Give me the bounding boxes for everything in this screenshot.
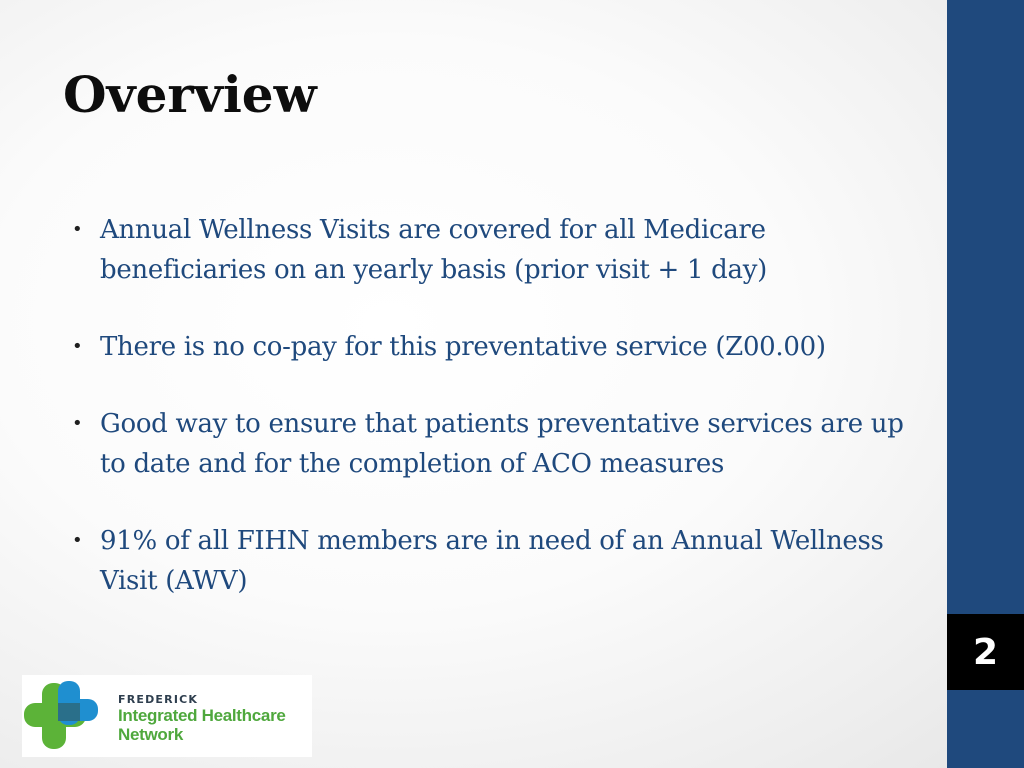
bullet-text: Good way to ensure that patients preventative services are up to date and for the completion of ACO measures (100, 409, 904, 479)
bullet-item (70, 521, 920, 601)
bullet-text: 91% of all FIHN members are in need of an Annual Wellness Visit (AWV) (100, 526, 884, 596)
organization-logo (22, 675, 312, 757)
page-number: 2 (972, 631, 999, 673)
logo-text-integrated-healthcare: Integrated Healthcare (118, 706, 286, 725)
logo-text-network: Network (118, 725, 183, 744)
logo-text-frederick: FREDERICK (118, 693, 199, 706)
bullet-text: Annual Wellness Visits are covered for all Medicare beneficiaries on an yearly basis (prior visit + 1 day) (100, 215, 767, 285)
bullet-text: There is no co-pay for this preventative service (Z00.00) (100, 332, 826, 362)
bullet-item (70, 210, 920, 290)
bullet-marker: • (72, 413, 83, 434)
bullet-marker: • (72, 336, 83, 357)
cross-logo-icon (22, 675, 104, 757)
bullet-item (70, 404, 920, 484)
page-number-box (947, 614, 1024, 690)
bullet-marker: • (72, 530, 83, 551)
bullet-marker: • (72, 219, 83, 240)
bullet-item (70, 327, 920, 367)
slide-title: Overview (63, 65, 317, 124)
bullet-list (70, 210, 920, 638)
